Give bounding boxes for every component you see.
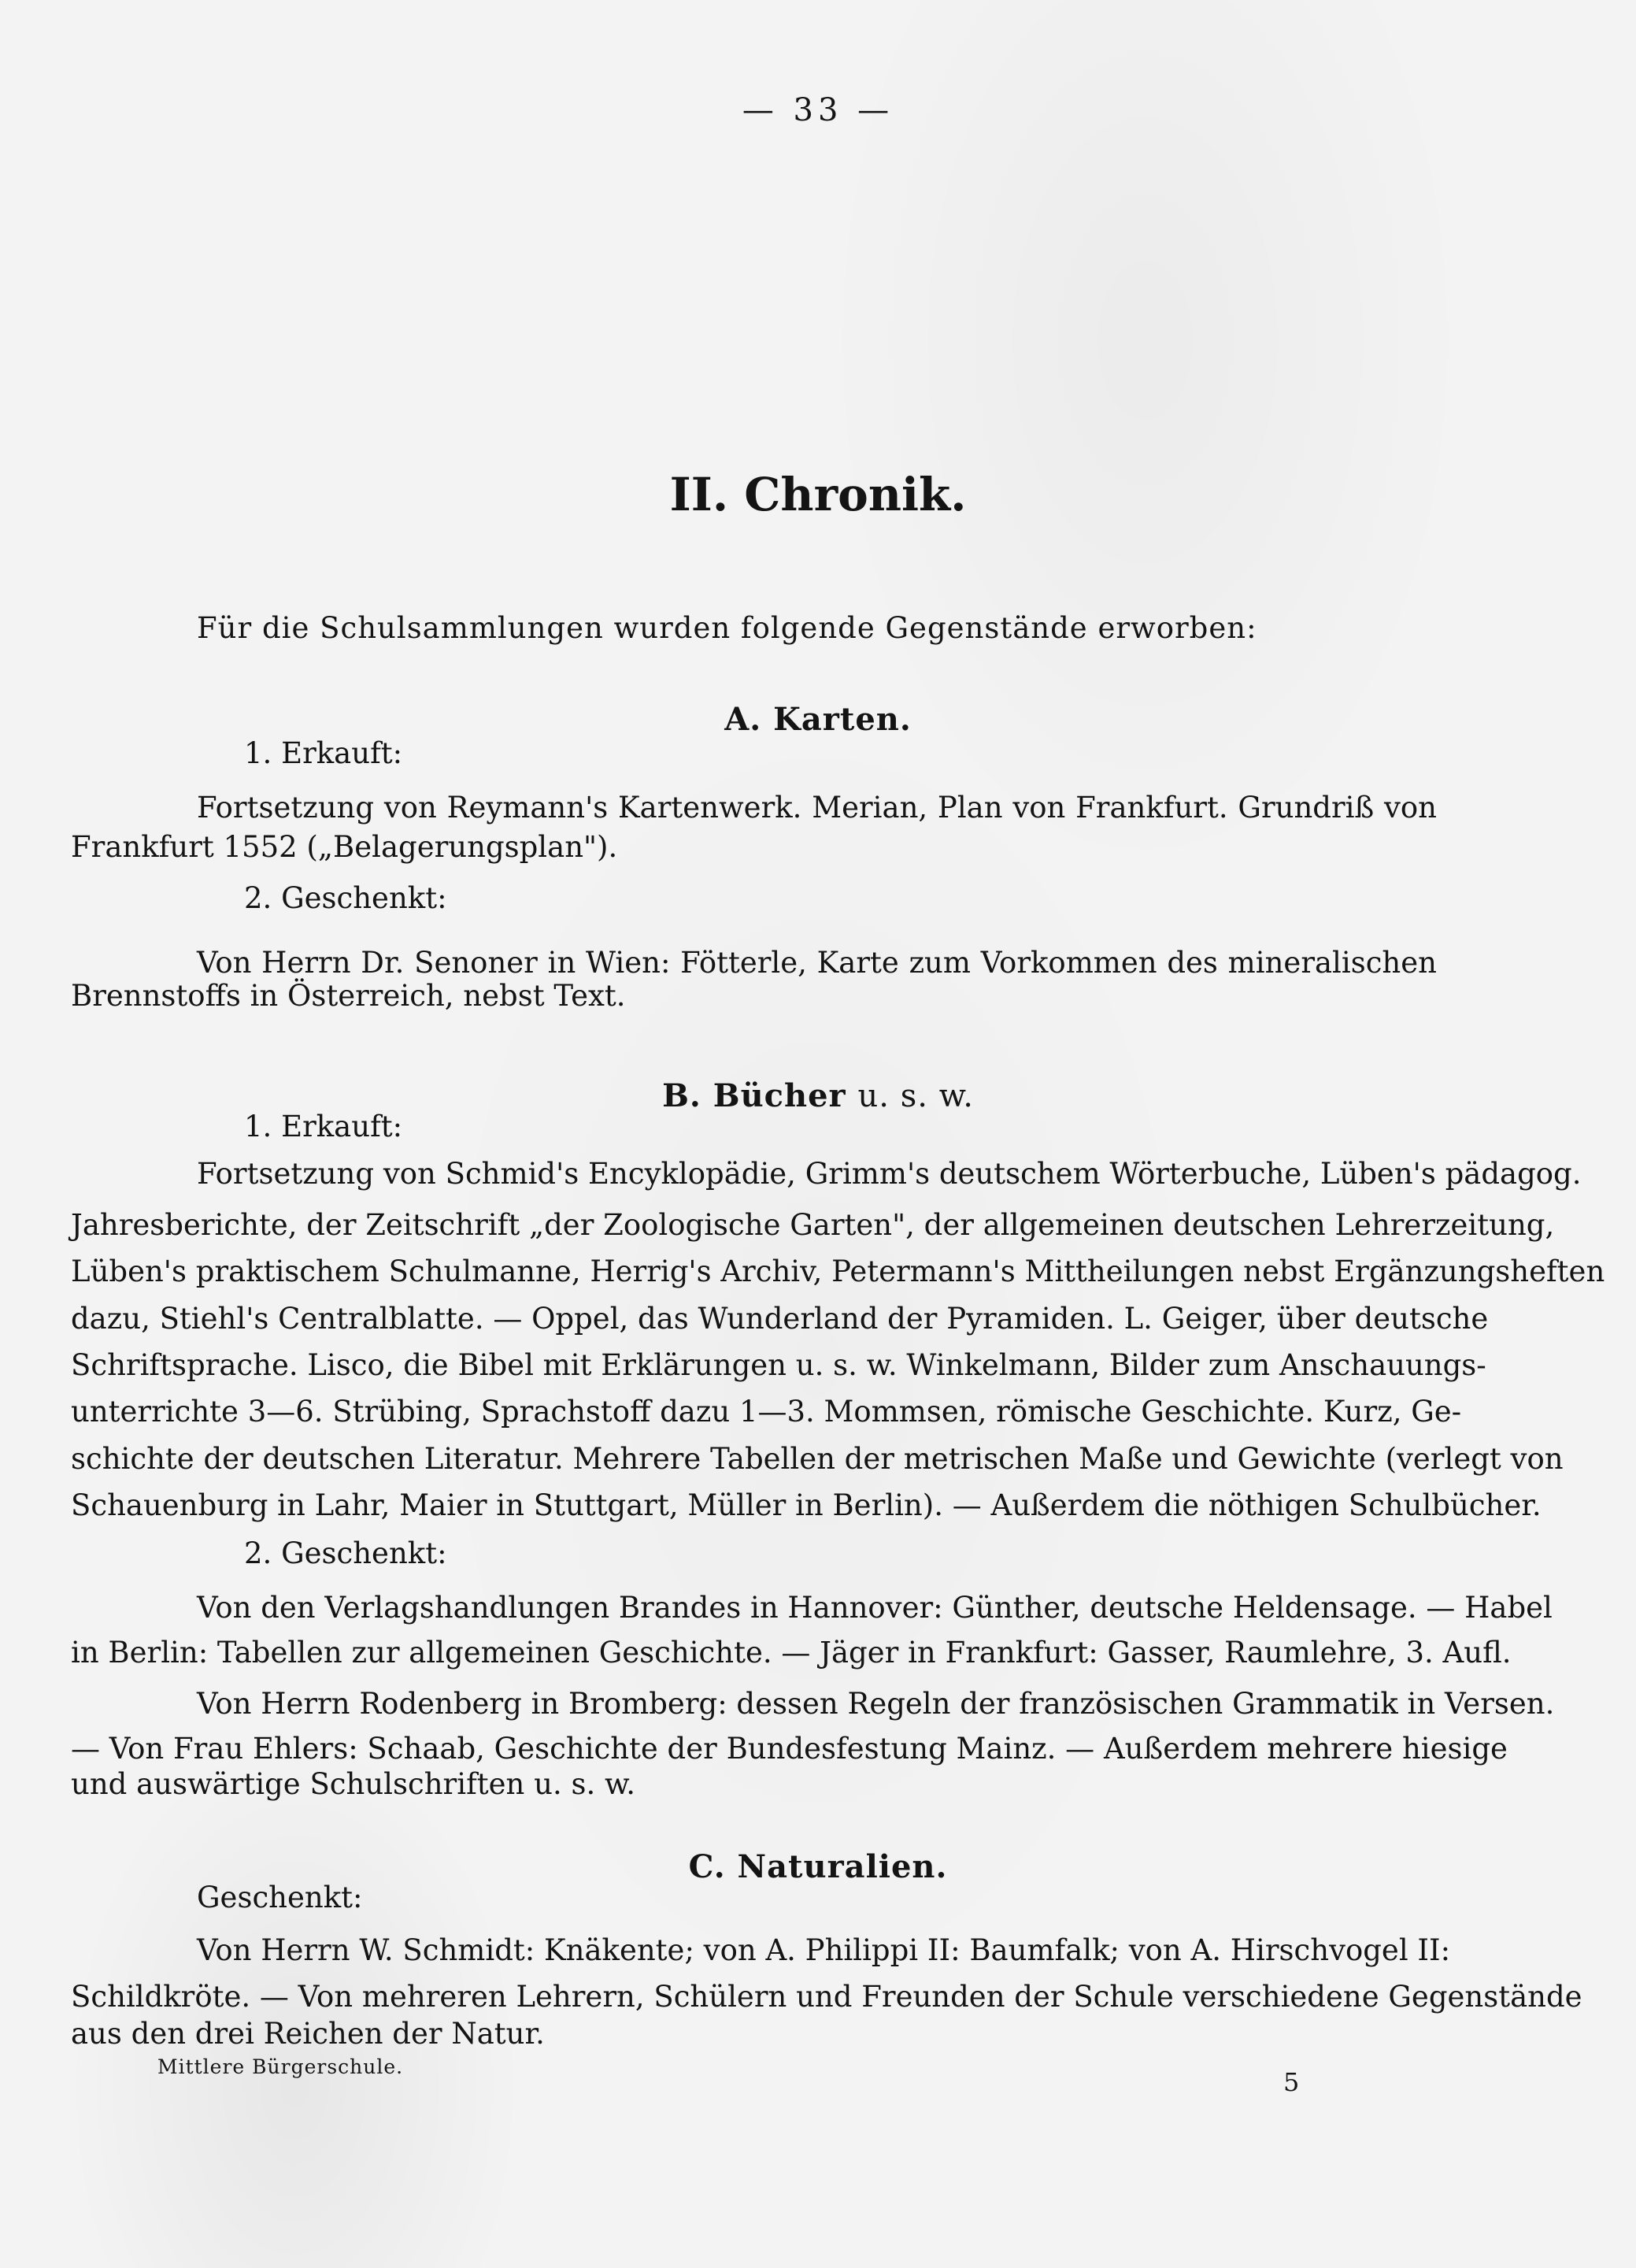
- section-a-subheading-purchased: 1. Erkauft:: [244, 736, 403, 770]
- section-b-title: B. Bücher: [662, 1077, 846, 1114]
- section-b-title-suffix: u. s. w.: [857, 1078, 974, 1114]
- section-b-line: in Berlin: Tabellen zur allgemeinen Geschichte. — Jäger in Frankfurt: Gasser, Raumlehre, 3. Aufl.: [71, 1636, 1512, 1670]
- section-c-line: Schildkröte. — Von mehreren Lehrern, Schülern und Freunden der Schule verschiedene Gegenstände: [71, 1980, 1582, 2014]
- section-c-line: Von Herrn W. Schmidt: Knäkente; von A. Philippi II: Baumfalk; von A. Hirschvogel II:: [197, 1933, 1451, 1967]
- section-b-line: — Von Frau Ehlers: Schaab, Geschichte der Bundesfestung Mainz. — Außerdem mehrere hiesige: [71, 1732, 1508, 1766]
- section-a-line: Fortsetzung von Reymann's Kartenwerk. Merian, Plan von Frankfurt. Grundriß von: [197, 791, 1437, 825]
- footer-sheet-number: 5: [1283, 2067, 1300, 2097]
- section-b-line: schichte der deutschen Literatur. Mehrere Tabellen der metrischen Maße und Gewichte (verlegt von: [71, 1442, 1564, 1476]
- section-b-line: Fortsetzung von Schmid's Encyklopädie, Grimm's deutschem Wörterbuche, Lüben's pädagog.: [197, 1157, 1582, 1191]
- chapter-title: II. Chronik.: [669, 468, 967, 521]
- section-a-line: Brennstoffs in Österreich, nebst Text.: [71, 979, 626, 1013]
- section-a-heading: A. Karten.: [724, 701, 912, 738]
- section-c-subheading-donated: Geschenkt:: [197, 1881, 363, 1914]
- section-b-line: dazu, Stiehl's Centralblatte. — Oppel, das Wunderland der Pyramiden. L. Geiger, über deutsche: [71, 1302, 1489, 1336]
- intro-text: Für die Schulsammlungen wurden folgende Gegenstände erworben:: [197, 611, 1257, 645]
- section-b-line: Von den Verlagshandlungen Brandes in Hannover: Günther, deutsche Heldensage. — Habel: [197, 1591, 1553, 1625]
- section-b-line: unterrichte 3—6. Strübing, Sprachstoff dazu 1—3. Mommsen, römische Geschichte. Kurz, Ge-: [71, 1395, 1462, 1429]
- section-b-heading: [0, 1079, 1636, 1114]
- section-b-line: Schauenburg in Lahr, Maier in Stuttgart, Müller in Berlin). — Außerdem die nöthigen Schulbücher.: [71, 1488, 1542, 1522]
- footer-signature: Mittlere Bürgerschule.: [157, 2055, 404, 2078]
- section-b-line: Lüben's praktischem Schulmanne, Herrig's Archiv, Petermann's Mittheilungen nebst Ergänzungsheften: [71, 1254, 1605, 1288]
- page-number: — 33 —: [742, 92, 894, 128]
- section-c-heading: C. Naturalien.: [688, 1848, 948, 1885]
- section-a-subheading-donated: 2. Geschenkt:: [244, 881, 447, 915]
- section-a-line: Von Herrn Dr. Senoner in Wien: Fötterle, Karte zum Vorkommen des mineralischen: [197, 946, 1437, 980]
- section-b-line: Schriftsprache. Lisco, die Bibel mit Erklärungen u. s. w. Winkelmann, Bilder zum Anschauungs-: [71, 1348, 1486, 1382]
- section-b-line: Von Herrn Rodenberg in Bromberg: dessen Regeln der französischen Grammatik in Versen.: [197, 1687, 1555, 1721]
- section-b-subheading-purchased: 1. Erkauft:: [244, 1110, 403, 1143]
- section-c-line: aus den drei Reichen der Natur.: [71, 2017, 545, 2051]
- section-b-subheading-donated: 2. Geschenkt:: [244, 1536, 447, 1570]
- section-b-line: Jahresberichte, der Zeitschrift „der Zoologische Garten", der allgemeinen deutschen Lehrerzeitung,: [71, 1208, 1555, 1242]
- section-b-line: und auswärtige Schulschriften u. s. w.: [71, 1767, 636, 1801]
- section-a-line: Frankfurt 1552 („Belagerungsplan").: [71, 830, 618, 864]
